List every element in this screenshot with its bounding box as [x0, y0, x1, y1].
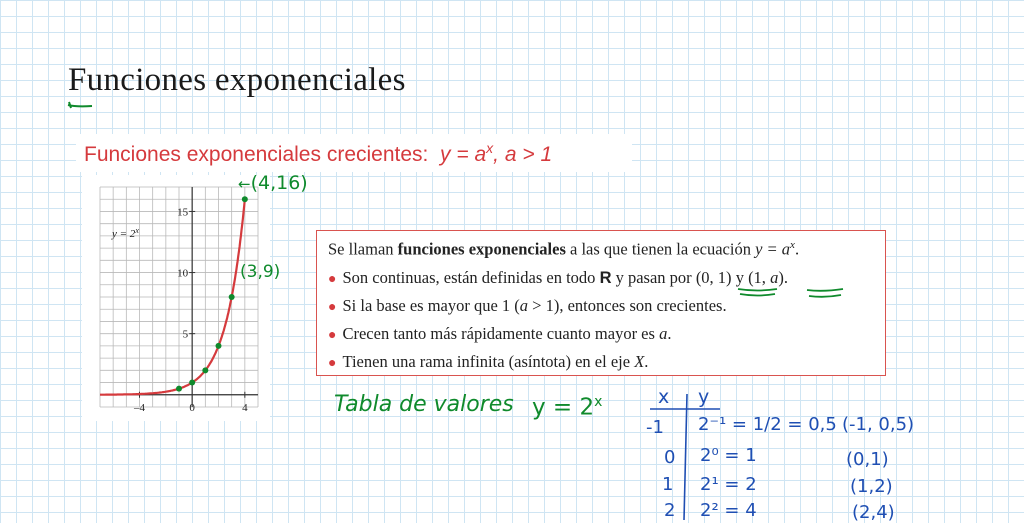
table-row-2-y: 2⁰ = 1	[700, 445, 757, 466]
section-subtitle	[84, 140, 552, 167]
graph-point	[202, 367, 208, 373]
subtitle-text: Funciones exponenciales crecientes:	[84, 143, 429, 166]
y-tick-label-5: 5	[182, 328, 189, 341]
table-header-y: y	[698, 386, 710, 408]
table-row-3-pair: (1,2)	[850, 476, 893, 497]
table-row-4-y: 2² = 4	[700, 500, 757, 521]
exponential-graph	[82, 175, 270, 421]
table-row-1-x: -1	[646, 417, 664, 438]
x-tick-label-4: 4	[242, 401, 248, 414]
definition-bullet-3: ● Crecen tanto más rápidamente cuanto mayor es a.	[328, 324, 672, 343]
point-0-1: (0, 1)	[695, 268, 732, 287]
table-header-x: x	[658, 386, 670, 408]
table-row-4-x: 2	[664, 500, 676, 521]
point-underline-marks	[735, 285, 855, 303]
handwritten-equation: $y = 2^x$	[532, 394, 603, 421]
x-tick-label-neg4: –4	[134, 401, 145, 414]
table-row-1-pair: (-1, 0,5)	[842, 414, 915, 435]
definition-intro: Se llaman funciones exponenciales a las que tienen la ecuación $y = a^x$.	[328, 239, 800, 259]
table-row-4-pair: (2,4)	[852, 502, 895, 523]
x-tick-label-0: 0	[189, 401, 195, 414]
handwritten-table-label: Tabla de valores	[334, 392, 514, 417]
table-row-1-y: 2⁻¹ = 1/2 = 0,5	[698, 414, 837, 435]
graph-point	[189, 380, 195, 386]
definition-bullet-4: ● Tienen una rama infinita (asíntota) en el eje X.	[328, 352, 649, 371]
annotation-point-4-16: ←(4,16)	[238, 172, 308, 194]
table-row-3-x: 1	[662, 474, 674, 495]
table-row-2-x: 0	[664, 447, 676, 468]
graph-point	[216, 343, 222, 349]
real-numbers-symbol: R	[599, 269, 612, 287]
y-tick-label-10: 10	[177, 267, 189, 280]
definition-bullet-2: ● Si la base es mayor que 1 (a > 1), entonces son crecientes.	[328, 296, 727, 315]
table-row-2-pair: (0,1)	[846, 449, 889, 470]
graph-equation-label: $y = 2^x$	[112, 226, 139, 240]
page-title: Funciones exponenciales	[68, 62, 406, 98]
subtitle-formula: $y = a^x$, a > 1	[440, 140, 553, 166]
point-1-a: (1, a)	[748, 268, 784, 287]
graph-point	[229, 294, 235, 300]
definition-bullet-1: ● Son continuas, están definidas en todo R y pasan por (0, 1) y (1, a).	[328, 268, 788, 287]
handwritten-value-table	[620, 384, 1000, 520]
annotation-point-3-9: (3,9)	[240, 262, 281, 282]
table-row-3-y: 2¹ = 2	[700, 474, 757, 495]
title-underline-mark	[66, 100, 96, 110]
graph-point	[242, 196, 248, 202]
y-tick-label-15: 15	[177, 206, 189, 219]
graph-point	[176, 386, 182, 392]
